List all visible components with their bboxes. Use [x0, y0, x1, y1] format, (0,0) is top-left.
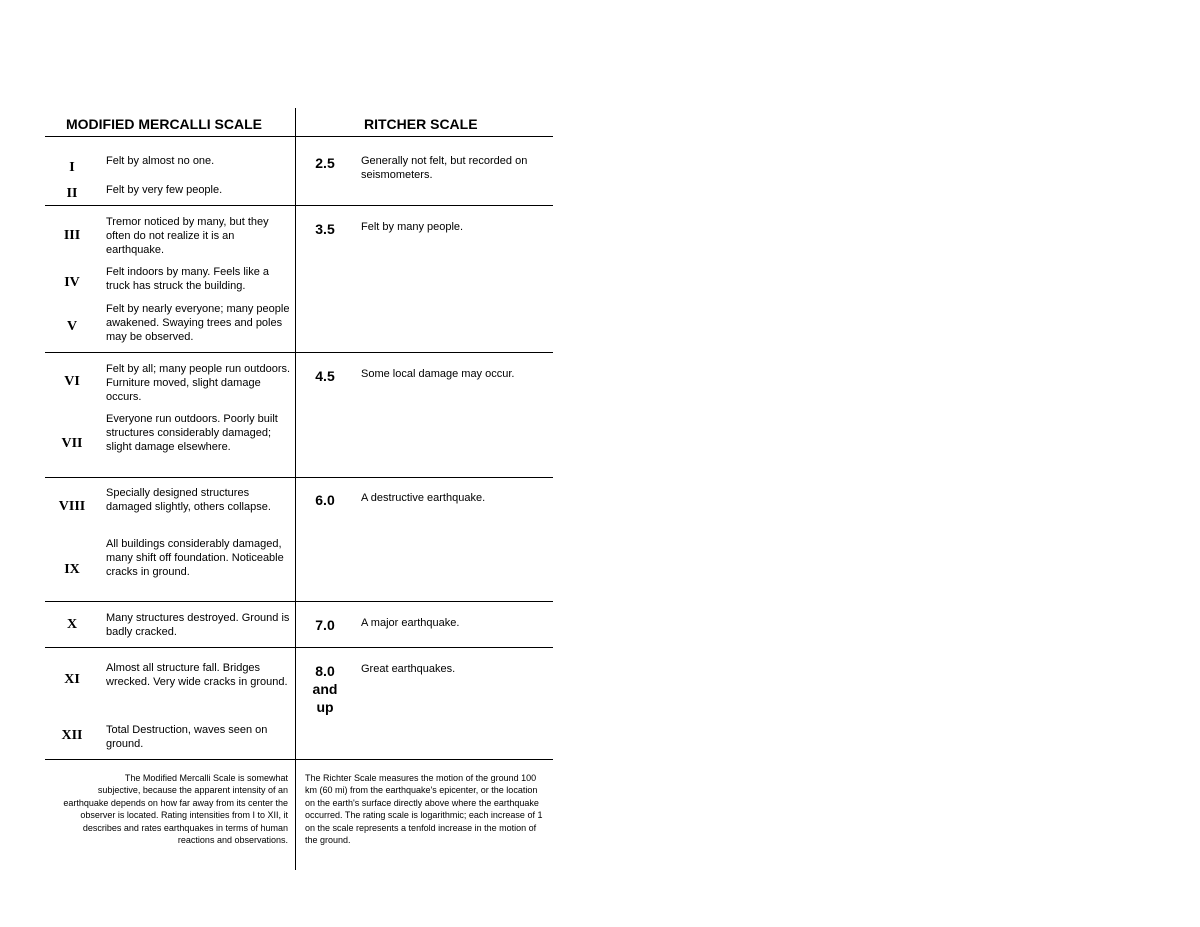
mercalli-numeral: IX [64, 562, 80, 577]
richter-magnitude: 4.5 [315, 368, 335, 384]
richter-description: Great earthquakes. [361, 663, 456, 675]
mercalli-numeral: I [69, 160, 75, 175]
group-divider [45, 477, 553, 478]
mercalli-numeral: III [63, 228, 81, 243]
mercalli-description: Almost all structure fall. Bridges wrecked. Very wide cracks in ground. [106, 662, 288, 688]
group-divider [45, 647, 553, 648]
mercalli-description: Everyone run outdoors. Poorly built structures considerably damaged; slight damage elsewhere. [106, 413, 278, 453]
richter-magnitude: 7.0 [315, 617, 335, 633]
richter-magnitude: 3.5 [315, 221, 335, 237]
richter-description: Generally not felt, but recorded on seismometers. [361, 155, 528, 181]
column-divider [295, 108, 296, 870]
richter-note: The Richter Scale measures the motion of the ground 100 km (60 mi) from the earthquake's epicenter, or the location on the earth's surface directly above where the earthquake occurred. The rating scale is logarithmic; each increase of 1 on the scale represents a tenfold increase in the motion of the ground. [305, 773, 543, 846]
mercalli-description: Total Destruction, waves seen on ground. [106, 724, 268, 750]
mercalli-description: Tremor noticed by many, but they often do not realize it is an earthquake. [106, 216, 269, 256]
mercalli-numeral: V [66, 319, 78, 334]
mercalli-description: Felt by almost no one. [106, 155, 215, 167]
richter-description: Some local damage may occur. [361, 368, 515, 380]
mercalli-numeral: IV [64, 275, 80, 290]
richter-magnitude: 2.5 [315, 155, 335, 171]
header-rule [45, 136, 553, 137]
group-divider [45, 205, 553, 206]
mercalli-description: All buildings considerably damaged, many shift off foundation. Noticeable cracks in ground. [106, 538, 284, 578]
mercalli-note: The Modified Mercalli Scale is somewhat subjective, because the apparent intensity of an earthquake depends on how far away from its center the observer is located. Rating intensities from I to XII, it describes and rates earthquakes in terms of human reactions and observations. [63, 773, 288, 846]
richter-magnitude: 6.0 [315, 492, 335, 508]
mercalli-description: Felt indoors by many. Feels like a truck has struck the building. [106, 266, 270, 292]
mercalli-numeral: VII [61, 436, 83, 451]
mercalli-header: MODIFIED MERCALLI SCALE [66, 116, 262, 132]
mercalli-numeral: VI [64, 374, 80, 389]
mercalli-numeral: XII [61, 728, 83, 743]
mercalli-numeral: VIII [58, 499, 86, 514]
mercalli-description: Felt by very few people. [106, 184, 223, 196]
mercalli-description: Many structures destroyed. Ground is badly cracked. [106, 612, 290, 638]
group-divider [45, 601, 553, 602]
mercalli-numeral: X [66, 617, 78, 632]
mercalli-description: Specially designed structures damaged slightly, others collapse. [106, 487, 271, 513]
richter-description: A major earthquake. [361, 617, 460, 629]
group-divider [45, 352, 553, 353]
richter-magnitude: 8.0 and up [312, 663, 338, 715]
richter-description: A destructive earthquake. [361, 492, 486, 504]
mercalli-numeral: XI [64, 672, 80, 687]
mercalli-description: Felt by nearly everyone; many people awakened. Swaying trees and poles may be observed. [106, 303, 290, 343]
group-divider [45, 759, 553, 760]
mercalli-description: Felt by all; many people run outdoors. Furniture moved, slight damage occurs. [106, 363, 291, 403]
richter-header: RITCHER SCALE [364, 116, 478, 132]
richter-description: Felt by many people. [361, 221, 464, 233]
mercalli-numeral: II [66, 186, 78, 201]
